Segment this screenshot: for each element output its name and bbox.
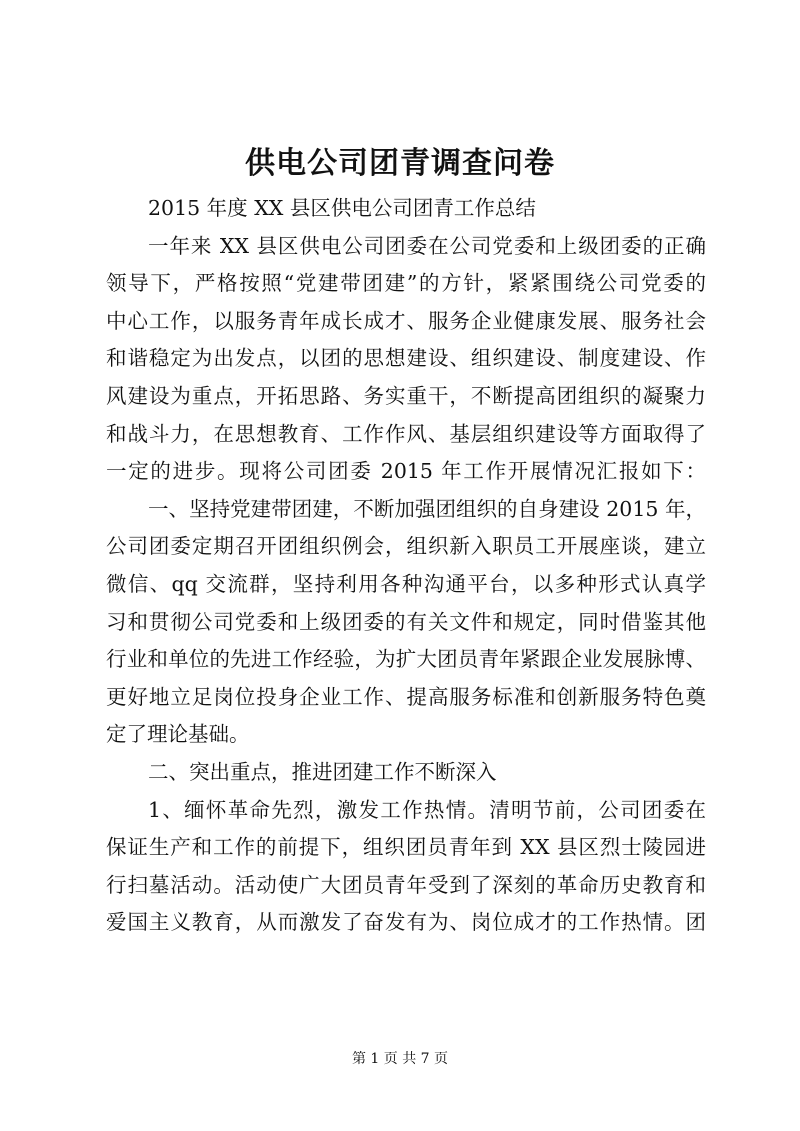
paragraph-line: 一年来 XX 县区供电公司团委在公司党委和上级团委的正确 — [148, 233, 706, 258]
paragraph-line: 习和贯彻公司党委和上级团委的有关文件和规定，同时借鉴其他 — [106, 609, 706, 634]
paragraph-line: 一、坚持党建带团建，不断加强团组织的自身建设 2015 年， — [148, 496, 706, 521]
paragraph-line: 风建设为重点，开拓思路、务实重干，不断提高团组织的凝聚力 — [106, 383, 706, 408]
paragraph-line: 更好地立足岗位投身企业工作、提高服务标准和创新服务特色奠 — [106, 684, 706, 709]
paragraph-line: 定了理论基础。 — [106, 722, 250, 747]
document-title: 供电公司团青调查问卷 — [245, 146, 555, 181]
paragraph-line: 1、缅怀革命先烈，激发工作热情。清明节前，公司团委在 — [148, 797, 706, 822]
page-number: 第 1 页 共 7 页 — [351, 1051, 449, 1067]
paragraph-line: 保证生产和工作的前提下，组织团员青年到 XX 县区烈士陵园进 — [106, 835, 706, 860]
paragraph-line: 公司团委定期召开团组织例会，组织新入职员工开展座谈，建立 — [106, 534, 706, 559]
paragraph-line: 行扫墓活动。活动使广大团员青年受到了深刻的革命历史教育和 — [106, 872, 706, 897]
document-body — [106, 190, 706, 942]
paragraph-line: 一定的进步。现将公司团委 2015 年工作开展情况汇报如下： — [106, 459, 706, 484]
paragraph-line: 爱国主义教育，从而激发了奋发有为、岗位成才的工作热情。团 — [106, 910, 706, 935]
subtitle-line: 2015 年度 XX 县区供电公司团青工作总结 — [148, 196, 536, 220]
paragraph-line: 领导下，严格按照“党建带团建”的方针，紧紧围绕公司党委的 — [106, 271, 706, 296]
paragraph-line: 行业和单位的先进工作经验，为扩大团员青年紧跟企业发展脉博、 — [106, 647, 706, 672]
section-heading-line: 二、突出重点，推进团建工作不断深入 — [148, 759, 497, 784]
paragraph-line: 和战斗力，在思想教育、工作作风、基层组织建设等方面取得了 — [106, 421, 706, 446]
paragraph-line: 和谐稳定为出发点，以团的思想建设、组织建设、制度建设、作 — [106, 346, 706, 371]
paragraph-line: 中心工作，以服务青年成长成才、服务企业健康发展、服务社会 — [106, 308, 706, 333]
paragraph-line: 微信、qq 交流群，坚持利用各种沟通平台，以多种形式认真学 — [106, 571, 706, 596]
